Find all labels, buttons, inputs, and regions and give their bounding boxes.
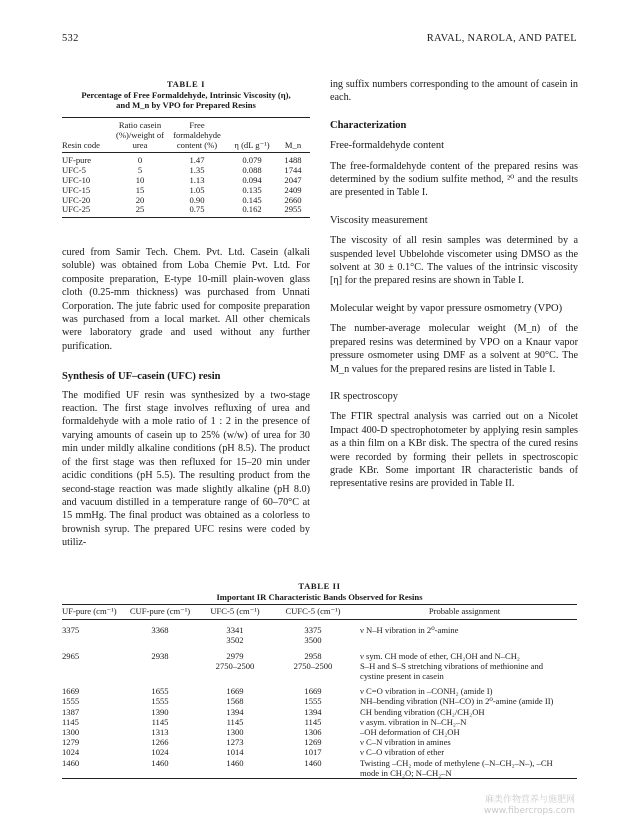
table-cell: 2955	[284, 204, 302, 215]
watermark	[484, 795, 575, 817]
table-cell: NH–bending vibration (NH–CO) in 2⁰-amine (amide II)	[360, 696, 554, 707]
table-cell: 1669	[226, 686, 244, 697]
table2-header-cell: UF-pure (cm⁻¹)	[62, 605, 124, 620]
table-row	[62, 768, 577, 779]
table-cell: 0.135	[242, 184, 262, 195]
paragraph: The FTIR spectral analysis was carried out on a Nicolet Impact 400-D spectrophotometer by applying resin samples as a thin film on a KBr disk. The spectra of the cured resins were recorded by forming their pellets in spectroscopic grade KBr. Some important IR characteristic bands of representative resins are provided in Table II.	[330, 411, 578, 490]
table1-caption	[62, 79, 310, 111]
table1-header-cell: Resin code	[62, 118, 114, 153]
subsection-heading: Free-formaldehyde content	[330, 140, 444, 152]
table-cell: cystine present in casein	[360, 671, 444, 682]
table-cell: 1387	[62, 706, 80, 717]
table-cell: 2750–2500	[215, 660, 255, 671]
paragraph: The modified UF resin was synthesized by a two-stage reaction. The first stage involves refluxing of urea and formaldehyde with a mole ratio of 1 : 2 in the presence of varying amounts of casein up to 25% (w/w) of urea for 30 min under mildly alkaline conditions (pH 8.5). The product of the first stage was then refluxed for 15–20 min under acidic conditions (pH 5.5). The resulting product from the second-stage reaction was made slightly alkaline (pH 8.0) and vacuum distilled in a temperature range of 60–70°C at 15 mmHg. The final product was obtained as a colorless to brownish syrup. The prepared UFC resins were coded by utiliz-	[62, 389, 310, 549]
table-cell: 2750–2500	[293, 660, 333, 671]
table-cell: 3341	[226, 625, 244, 636]
table-cell	[124, 671, 196, 681]
table-cell: 1460	[304, 757, 322, 768]
section-heading: Synthesis of UF–casein (UFC) resin	[62, 371, 221, 383]
table-cell: 2409	[284, 184, 302, 195]
table-cell	[274, 671, 352, 681]
table-cell	[124, 768, 196, 779]
table-row	[62, 205, 310, 217]
left-column	[62, 246, 310, 550]
table-cell: 1145	[304, 716, 322, 727]
table-cell: 1669	[62, 686, 80, 697]
table-row	[62, 153, 310, 166]
table-cell: 1744	[284, 165, 302, 176]
paragraph: The viscosity of all resin samples was determined by a suspended level Ubbelohde viscometer using DMSO as the solvent at 30 ± 0.1°C. The values of the intrinsic viscosity [η] for the prepared resins are shown in Table I.	[330, 235, 578, 287]
table-cell	[352, 635, 577, 645]
table-cell: 1266	[151, 737, 169, 748]
table-cell: 1.35	[189, 165, 205, 176]
table-cell: ν N–H vibration in 2⁰-amine	[360, 625, 459, 636]
subsection-heading: Molecular weight by vapor pressure osmometry (VPO)	[330, 302, 563, 314]
table-cell: 15	[135, 184, 145, 195]
table2-caption	[62, 581, 577, 602]
table-cell: 2979	[226, 650, 244, 661]
table-cell: UFC-10	[62, 174, 91, 185]
table-cell: 2958	[304, 650, 322, 661]
table-cell: 1460	[226, 757, 244, 768]
table-cell: 3368	[151, 625, 169, 636]
table-cell: 0.90	[189, 194, 205, 205]
table-cell: 5	[137, 165, 143, 176]
table-cell: 0.145	[242, 194, 262, 205]
table-cell: 1555	[304, 696, 322, 707]
table-cell: 1394	[226, 706, 244, 717]
table-row	[62, 707, 577, 717]
table-row	[62, 681, 577, 696]
table-cell: ν C=O vibration in –CONH₂ (amide I)	[360, 686, 493, 697]
table-row	[62, 661, 577, 671]
table-cell	[62, 661, 124, 671]
table-cell: 1300	[62, 727, 80, 738]
table2-header-cell: CUF-pure (cm⁻¹)	[124, 605, 196, 620]
paragraph: cured from Samir Tech. Chem. Pvt. Ltd. Casein (alkali soluble) was obtained from Loba Chemie Pvt. Ltd. For composite preparation, E-type 10-mill plain-woven glass cloth (0.25-mm thickness) was purchased from Unnati Corporation. The jute fabric used for composite preparation was purchased from a local market. All other chemicals were laboratory grade and used without any further purification.	[62, 247, 310, 352]
table1-header-cell: Ratio casein (%)/weight of urea	[114, 118, 166, 153]
table-cell: 3375	[304, 625, 322, 636]
right-column	[330, 78, 578, 491]
table-cell: 1.13	[189, 174, 205, 185]
table-row	[62, 635, 577, 645]
table-cell: 1300	[226, 727, 244, 738]
table-row	[62, 717, 577, 727]
table-cell: 1555	[151, 696, 169, 707]
table-cell: 1145	[226, 716, 244, 727]
table-cell: UFC-20	[62, 194, 91, 205]
table-cell	[124, 661, 196, 671]
table-row	[62, 671, 577, 681]
table-cell: UFC-25	[62, 204, 91, 215]
table-cell	[196, 671, 274, 681]
table-cell: S–H and S–S stretching vibrations of methionine and	[360, 660, 544, 671]
table-cell: ν sym. CH mode of ether, CH₂OH and N–CH₂	[360, 650, 520, 661]
table-cell: 1017	[304, 747, 322, 758]
table-row	[62, 166, 310, 176]
table-cell: 1269	[304, 737, 322, 748]
table-cell: 0.75	[189, 204, 205, 215]
table-cell: Twisting –CH₂ mode of methylene (–N–CH₂–N–), –CH	[360, 757, 553, 768]
table-cell	[274, 768, 352, 779]
table-cell: 2047	[284, 174, 302, 185]
table-cell: UF-pure	[62, 155, 92, 166]
table-row	[62, 758, 577, 768]
table-cell: 1145	[62, 716, 79, 727]
table-cell: 3502	[226, 635, 244, 646]
table-cell: 1145	[151, 716, 169, 727]
table-cell: ν C–N vibration in amines	[360, 737, 451, 748]
running-head: RAVAL, NAROLA, AND PATEL	[426, 33, 577, 44]
table-cell: 1460	[62, 757, 80, 768]
table-cell: UFC-5	[62, 165, 86, 176]
paragraph: ing suffix numbers corresponding to the amount of casein in each.	[330, 79, 578, 104]
table-cell: 0.162	[242, 204, 262, 215]
table-cell: 1488	[284, 155, 302, 166]
table-cell	[62, 671, 124, 681]
table-cell: 1.47	[189, 155, 205, 166]
subsection-heading: Viscosity measurement	[330, 214, 428, 226]
table-cell: 1014	[226, 747, 244, 758]
table-cell: ν C–O vibration of ether	[360, 747, 445, 758]
table-row	[62, 646, 577, 661]
table-cell: ν asym. vibration in N–CH₂–N	[360, 716, 467, 727]
table-row	[62, 620, 577, 636]
table-cell	[196, 768, 274, 779]
table-cell: 1279	[62, 737, 80, 748]
table-cell: 1273	[226, 737, 244, 748]
table-cell: 1306	[304, 727, 322, 738]
table-cell: –OH deformation of CH₂OH	[360, 727, 460, 738]
table-row	[62, 737, 577, 747]
table-cell: 1555	[62, 696, 80, 707]
table-cell	[62, 635, 124, 645]
table1-caption-line1: Percentage of Free Formaldehyde, Intrinsic Viscosity (η),	[81, 89, 291, 100]
table2-header-cell: CUFC-5 (cm⁻¹)	[274, 605, 352, 620]
table-cell: 1.05	[189, 184, 205, 195]
table-cell: 1390	[151, 706, 169, 717]
table-cell: 2660	[284, 194, 302, 205]
table-row	[62, 176, 310, 186]
table-cell: mode in CH₂O; N–CH₂–N	[360, 767, 452, 778]
table-cell: 1568	[226, 696, 244, 707]
table-cell: 2965	[62, 650, 80, 661]
table-cell: 25	[135, 204, 145, 215]
table2-header-cell: UFC-5 (cm⁻¹)	[196, 605, 274, 620]
table2-header-cell: Probable assignment	[352, 605, 577, 620]
table-cell: 0.079	[242, 155, 262, 166]
table1-header-cell: η (dL g⁻¹)	[228, 118, 276, 153]
table-cell: 3375	[62, 625, 80, 636]
table-cell: 3500	[304, 635, 322, 646]
table-cell: 1460	[151, 757, 169, 768]
table2-caption-text: Important IR Characteristic Bands Observed for Resins	[216, 591, 423, 602]
paragraph: The free-formaldehyde content of the prepared resins was determined by the sodium sulfite method, ²⁰ and the results are presented in Table I.	[330, 160, 578, 199]
table2-title: TABLE II	[298, 581, 341, 591]
subsection-heading: IR spectroscopy	[330, 390, 398, 402]
table-row	[62, 727, 577, 737]
table-row	[62, 747, 577, 757]
table1-title: TABLE I	[166, 79, 206, 89]
paragraph: The number-average molecular weight (M_n) of the prepared resins was determined by VPO on a Knaur vapor pressure osmometer using DMF as a solvent at 90°C. The M_n values for the prepared resins are listed in Table I.	[330, 323, 578, 375]
table1-header-cell: Free formaldehyde content (%)	[166, 118, 228, 153]
table-cell: 1024	[62, 747, 80, 758]
page-number: 532	[62, 33, 79, 44]
table-cell: 0.088	[242, 165, 262, 176]
table2	[62, 604, 577, 779]
table-cell: CH bending vibration (CH₂/CH₂OH	[360, 706, 485, 717]
table-cell: 1669	[304, 686, 322, 697]
table-row	[62, 196, 310, 206]
table-cell: 1394	[304, 706, 322, 717]
table-cell: 1024	[151, 747, 169, 758]
table1-header-cell: M_n	[276, 118, 310, 153]
watermark-line: 麻类作物营养与施肥网	[484, 795, 575, 805]
table-cell: 20	[135, 194, 145, 205]
table-cell	[62, 768, 124, 779]
table-cell: 1655	[151, 686, 169, 697]
table1	[62, 117, 310, 218]
table1-caption-line2: and M_n by VPO for Prepared Resins	[116, 100, 256, 110]
table-cell: 0	[137, 155, 143, 166]
table-cell	[124, 635, 196, 645]
table-cell: UFC-15	[62, 184, 91, 195]
watermark-url: www.fibercrops.com	[484, 806, 575, 816]
table-row	[62, 186, 310, 196]
table-cell: 1313	[151, 727, 169, 738]
section-heading: Characterization	[330, 119, 407, 131]
table-cell: 10	[135, 174, 145, 185]
table-cell: 0.094	[242, 174, 262, 185]
table-cell: 2938	[151, 650, 169, 661]
table-row	[62, 696, 577, 706]
